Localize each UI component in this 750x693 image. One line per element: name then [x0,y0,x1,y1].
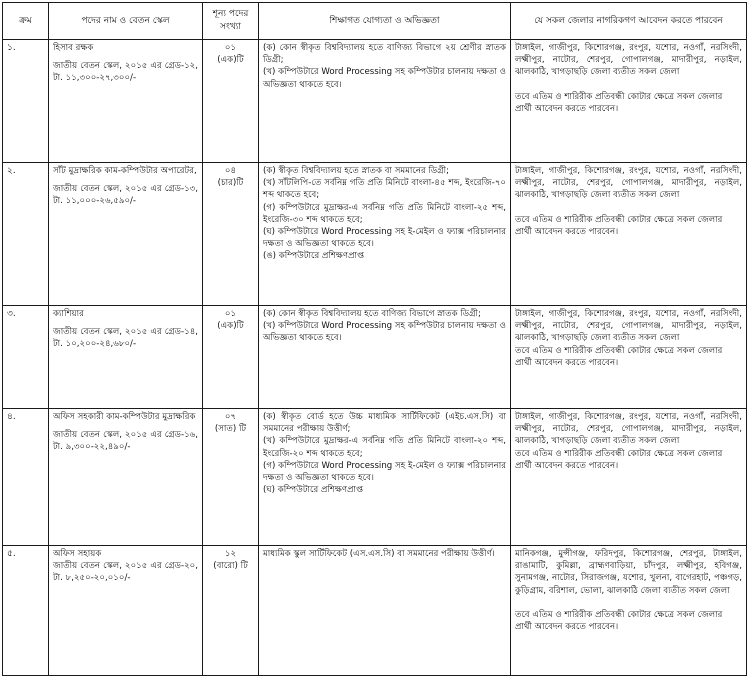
vacancy-cell [203,409,259,546]
qualification-item: (ক) কোন স্বীকৃত বিশ্ববিদ্যালয় হতে বাণিজ্য বিভাগে স্নাতক ডিগ্রী; [263,309,481,319]
qualification-cell [259,163,511,306]
vacancy-table [2,2,747,676]
table-body [3,40,747,676]
post-name: হিসাব রক্ষক [53,43,94,53]
vacancy-word: (সাত) টি [214,424,247,435]
pay-scale: জাতীয় বেতন স্কেল, ২০১৫ এর গ্রেড-২০, টা. ৮,২৫০-২০,০১০/- [53,561,198,584]
qualification-item: (ক) কোন স্বীকৃত বিশ্ববিদ্যালয় হতে বাণিজ্য বিভাগে ২য় শ্রেণীর স্নাতক ডিগ্রী; [263,43,506,66]
district-list: টাঙ্গাইল, গাজীপুর, কিশোরগঞ্জ, রংপুর, যশোর, নওগাঁ, নরসিংদী, লক্ষ্মীপুর, নাটোর, শেরপুর, গোপালগঞ্জ, মাদারীপুর, নড়াইল, ঝালকাঠি, খাগড়াছড়ি জেলা ব্যতীত সকল জেলা [515,412,742,447]
qualification-cell [259,40,511,163]
quota-note: তবে এতিম ও শারিরীক প্রতিবন্ধী কোটার ক্ষেত্রে সকল জেলার প্রার্থী আবেদন করতে পারবেন। [515,609,723,633]
district-list: টাঙ্গাইল, গাজীপুর, কিশোরগঞ্জ, রংপুর, যশোর, নওগাঁ, নরসিংদী, লক্ষ্মীপুর, নাটোর, শেরপুর, গোপালগঞ্জ, মাদারীপুর, নড়াইল, ঝালকাঠি, খাগড়াছড়ি জেলা ব্যতীত সকল জেলা [515,309,742,344]
district-list: টাঙ্গাইল, গাজীপুর, কিশোরগঞ্জ, রংপুর, যশোর, নওগাঁ, নরসিংদী, লক্ষ্মীপুর, নাটোর, শেরপুর, গোপালগঞ্জ, মাদারীপুর, নড়াইল, ঝালকাঠি, খাগড়াছড়ি জেলা ব্যতীত সকল জেলা [515,43,742,78]
district-list: টাঙ্গাইল, গাজীপুর, কিশোরগঞ্জ, রংপুর, যশোর, নওগাঁ, নরসিংদী, লক্ষ্মীপুর, নাটোর, শেরপুর, গোপালগঞ্জ, মাদারীপুর, নড়াইল, ঝালকাঠি, খাগড়াছড়ি জেলা ব্যতীত সকল জেলা [515,166,742,201]
vacancy-number: ০১ [224,43,237,53]
districts-cell [511,546,747,676]
serial-cell: ৫. [3,546,49,676]
vacancy-word: (এক)টি [217,321,244,332]
vacancy-cell [203,306,259,409]
post-name: সাঁট মুদ্রাক্ষরিক কাম-কম্পিউটার অপারেটর, [53,166,197,176]
post-name: ক্যাশিয়ার [53,309,84,319]
vacancy-cell [203,163,259,306]
vacancy-number: ১২ [224,549,237,559]
pay-scale: জাতীয় বেতন স্কেল, ২০১৫ এর গ্রেড-১৪, টা. ১০,২০০-২৪,৬৮০/- [53,327,198,350]
quota-note: তবে এতিম ও শারিরীক প্রতিবন্ধী কোটার ক্ষেত্রে সকল জেলার প্রার্থী আবেদন করতে পারবেন। [515,448,723,471]
qualification-item: মাধ্যমিক স্কুল সার্টিফিকেট (এস.এস.সি) বা সমমানের পরীক্ষায় উত্তীর্ণ। [263,549,495,559]
post-name: অফিস সহায়ক [53,549,102,559]
header-row [3,3,747,40]
post-cell [49,306,203,409]
pay-scale: জাতীয় বেতন স্কেল, ২০১৫ এর গ্রেড-১৩, টা. ১১,০০০-২৬,৫৯০/- [53,184,198,207]
qualification-item: (খ) কম্পিউটারে Word Processing সহ কম্পিউটার চালনায় দক্ষতা ও অভিজ্ঞতা থাকতে হবে। [263,321,506,344]
quota-note: তবে এতিম ও শারিরীক প্রতিবন্ধী কোটার ক্ষেত্রে সকল জেলার প্রার্থী আবেদন করতে পারবেন। [515,214,723,237]
pay-scale: জাতীয় বেতন স্কেল, ২০১৫ এর গ্রেড-১৬, টা. ৯,৩০০-২২,৪৯০/- [53,430,198,453]
districts-cell [511,163,747,306]
vacancy-word: (এক)টি [217,55,244,66]
table-row [3,306,747,409]
quota-note: তবে এতিম ও শারিরীক প্রতিবন্ধী কোটার ক্ষেত্রে সকল জেলার প্রার্থী আবেদন করতে পারবেন। [515,91,723,114]
districts-cell [511,409,747,546]
qualification-item: (খ) সাঁটলিপি-তে সর্বনিম্ন গতি প্রতি মিনিটে বাংলা-৪৫ শব্দ, ইংরেজি-৭০ শব্দ থাকতে হবে; [263,178,506,201]
qualification-item: (গ) কম্পিউটারে মুদ্রাক্ষর-এ সর্বনিম্ন গতি প্রতি মিনিটে বাংলা-২৫ শব্দ, ইংরেজি-৩০ শব্দ থাকতে হবে; [263,202,506,225]
header-post: পদের নাম ও বেতন স্কেল [49,3,203,40]
vacancy-word: (বারো) টি [213,561,248,572]
districts-cell [511,306,747,409]
table-row [3,163,747,306]
header-qualification: শিক্ষাগত যোগ্যতা ও অভিজ্ঞতা [259,3,511,40]
table-row [3,40,747,163]
qualification-cell [259,306,511,409]
qualification-item: (গ) কম্পিউটারে Word Processing সহ ই-মেইল ও ফ্যাক্স পরিচালনার দক্ষতা ও অভিজ্ঞতা থাকতে হবে। [263,460,506,484]
post-cell [49,40,203,163]
qualification-item: (ঘ) কম্পিউটারে প্রশিক্ষণপ্রাপ্ত [263,485,364,496]
post-name: অফিস সহকারী কাম-কম্পিউটার মুদ্রাক্ষরিক [53,412,196,422]
quota-note: তবে এতিম ও শারিরীক প্রতিবন্ধী কোটার ক্ষেত্রে সকল জেলার প্রার্থী আবেদন করতে পারবেন। [515,345,723,368]
serial-cell: ২. [3,163,49,306]
vacancy-number: ০৭ [224,412,237,422]
serial-cell: ৪. [3,409,49,546]
qualification-cell [259,546,511,676]
serial-cell: ১. [3,40,49,163]
vacancy-cell [203,40,259,163]
serial-cell: ৩. [3,306,49,409]
pay-scale: জাতীয় বেতন স্কেল, ২০১৫ এর গ্রেড-১২, টা. ১১,৩০০-২৭,৩০০/- [53,61,198,84]
qualification-item: (খ) কম্পিউটারে Word Processing সহ কম্পিউটার চালনায় দক্ষতা ও অভিজ্ঞতা থাকতে হবে। [263,67,506,90]
post-cell [49,163,203,306]
table-row [3,546,747,676]
vacancy-number: ০১ [224,309,237,319]
districts-cell [511,40,747,163]
header-districts: যে সকল জেলার নাগরিকগণ আবেদন করতে পারবেন [511,3,747,40]
qualification-item: (ঘ) কম্পিউটারে Word Processing সহ ই-মেইল ও ফ্যাক্স পরিচালনার দক্ষতা ও অভিজ্ঞতা থাকতে হবে। [263,227,506,250]
post-cell [49,546,203,676]
header-vacancy: শূন্য পদের সংখ্যা [203,3,259,40]
qualification-item: (ঙ) কম্পিউটারে প্রশিক্ষণপ্রাপ্ত [263,251,365,262]
vacancy-number: ০৪ [224,166,237,176]
qualification-item: (খ) কম্পিউটারে মুদ্রাক্ষর-এ সর্বনিম্ন গতি প্রতি মিনিটে বাংলা-২০ শব্দ, ইংরেজি-২০ শব্দ থাকতে হবে; [263,436,506,459]
district-list: মানিকগঞ্জ, মুন্সীগঞ্জ, ফরিদপুর, কিশোরগঞ্জ, শেরপুর, টাঙ্গাইল, রাঙামাটি, কুমিল্লা, ব্রাহ্মণবাড়িয়া, চাঁদপুর, লক্ষ্মীপুর, হবিগঞ্জ, সুনামগঞ্জ, নাটোর, সিরাজগঞ্জ, যশোর, খুলনা, বাগেরহাট, পঞ্চগড়, কুড়িগ্রাম, বরিশাল, ভোলা, ঝালকাঠি জেলা ব্যতীত সকল জেলা [515,549,742,596]
qualification-item: (ক) স্বীকৃত বোর্ড হতে উচ্চ মাধ্যমিক সার্টিফিকেট (এইচ.এস.সি) বা সমমানের পরীক্ষায় উত্তীর্ণ; [263,412,506,435]
header-serial: ক্রম [3,3,49,40]
table-row [3,409,747,546]
post-cell [49,409,203,546]
qualification-cell [259,409,511,546]
vacancy-word: (চার)টি [217,178,244,189]
vacancy-cell [203,546,259,676]
qualification-item: (ক) স্বীকৃত বিশ্ববিদ্যালয় হতে স্নাতক বা সমমানের ডিগ্রী; [263,166,450,176]
